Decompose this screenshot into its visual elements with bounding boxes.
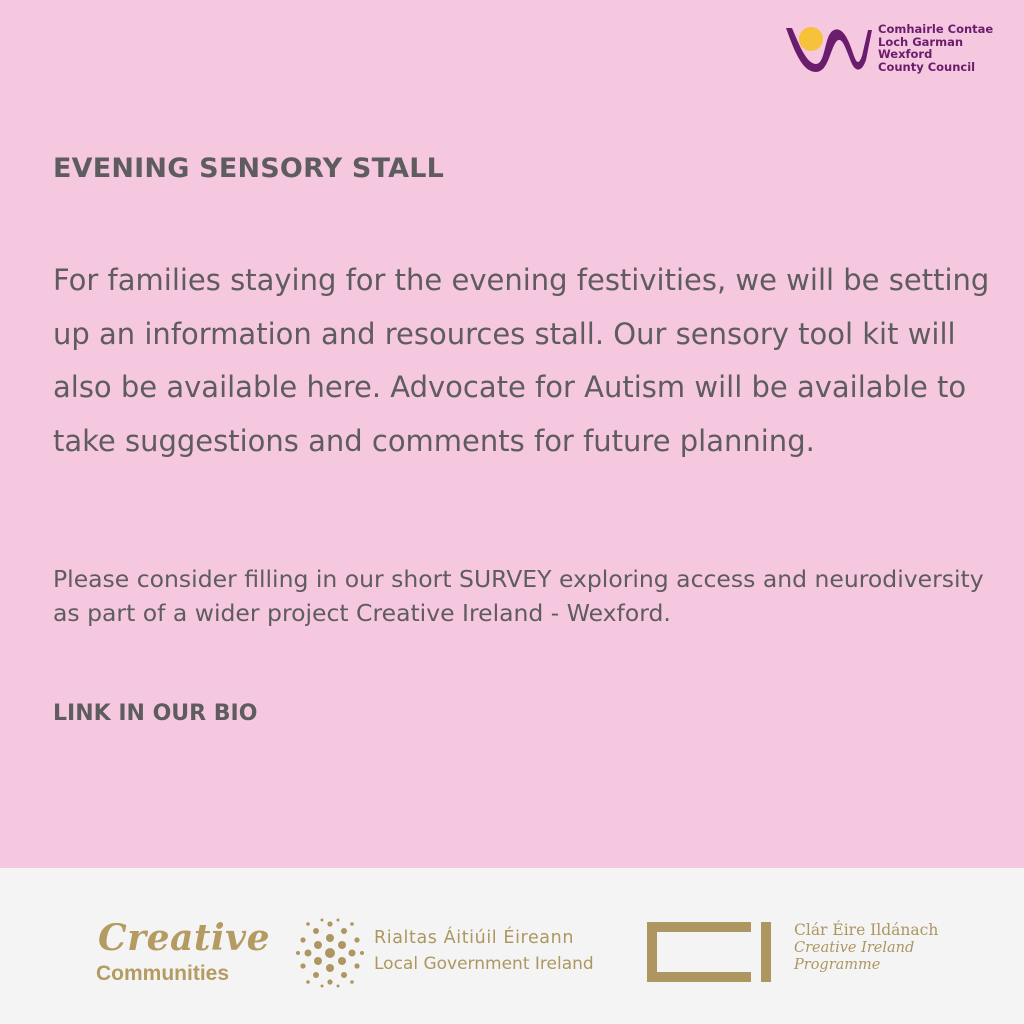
creative-script-text: Creative — [98, 917, 270, 959]
wexford-county-council-logo — [784, 18, 1004, 78]
body-paragraph: For families staying for the evening festivities, we will be setting up an information and resources stall. Our sensory tool kit will also be available here. Advocate for Autism will be available to take suggestions and comments for future planning. — [53, 263, 990, 458]
council-name-line: Comhairle Contae — [878, 22, 994, 36]
lgi-english-name: Local Government Ireland — [374, 954, 594, 974]
page-title: EVENING SENSORY STALL — [53, 153, 445, 184]
ci-monogram-icon — [645, 920, 775, 984]
wexford-council-wave-sun-icon — [784, 20, 874, 76]
dotted-circle-icon — [294, 918, 366, 988]
council-name-line: Loch Garman — [878, 34, 964, 49]
ci-irish-name: Clár Éire Ildánach — [794, 921, 939, 939]
creative-ireland-logo — [645, 918, 945, 988]
creative-communities-logo — [96, 917, 270, 989]
council-name-line: Wexford — [878, 47, 933, 61]
lgi-irish-name: Rialtas Áitiúil Éireann — [374, 928, 575, 948]
council-name-line: County Council — [878, 59, 976, 74]
ci-english-name: Creative Ireland — [794, 940, 915, 956]
council-name — [878, 23, 993, 73]
ci-programme-label: Programme — [794, 957, 881, 973]
communities-text: Communities — [96, 962, 230, 985]
link-in-bio-note: LINK IN OUR BIO — [53, 701, 258, 726]
local-government-ireland-logo — [294, 918, 614, 988]
survey-note: Please consider filling in our short SURVEY exploring access and neurodiversity as part of a wider project Creative Ireland - Wexford. — [53, 565, 984, 627]
